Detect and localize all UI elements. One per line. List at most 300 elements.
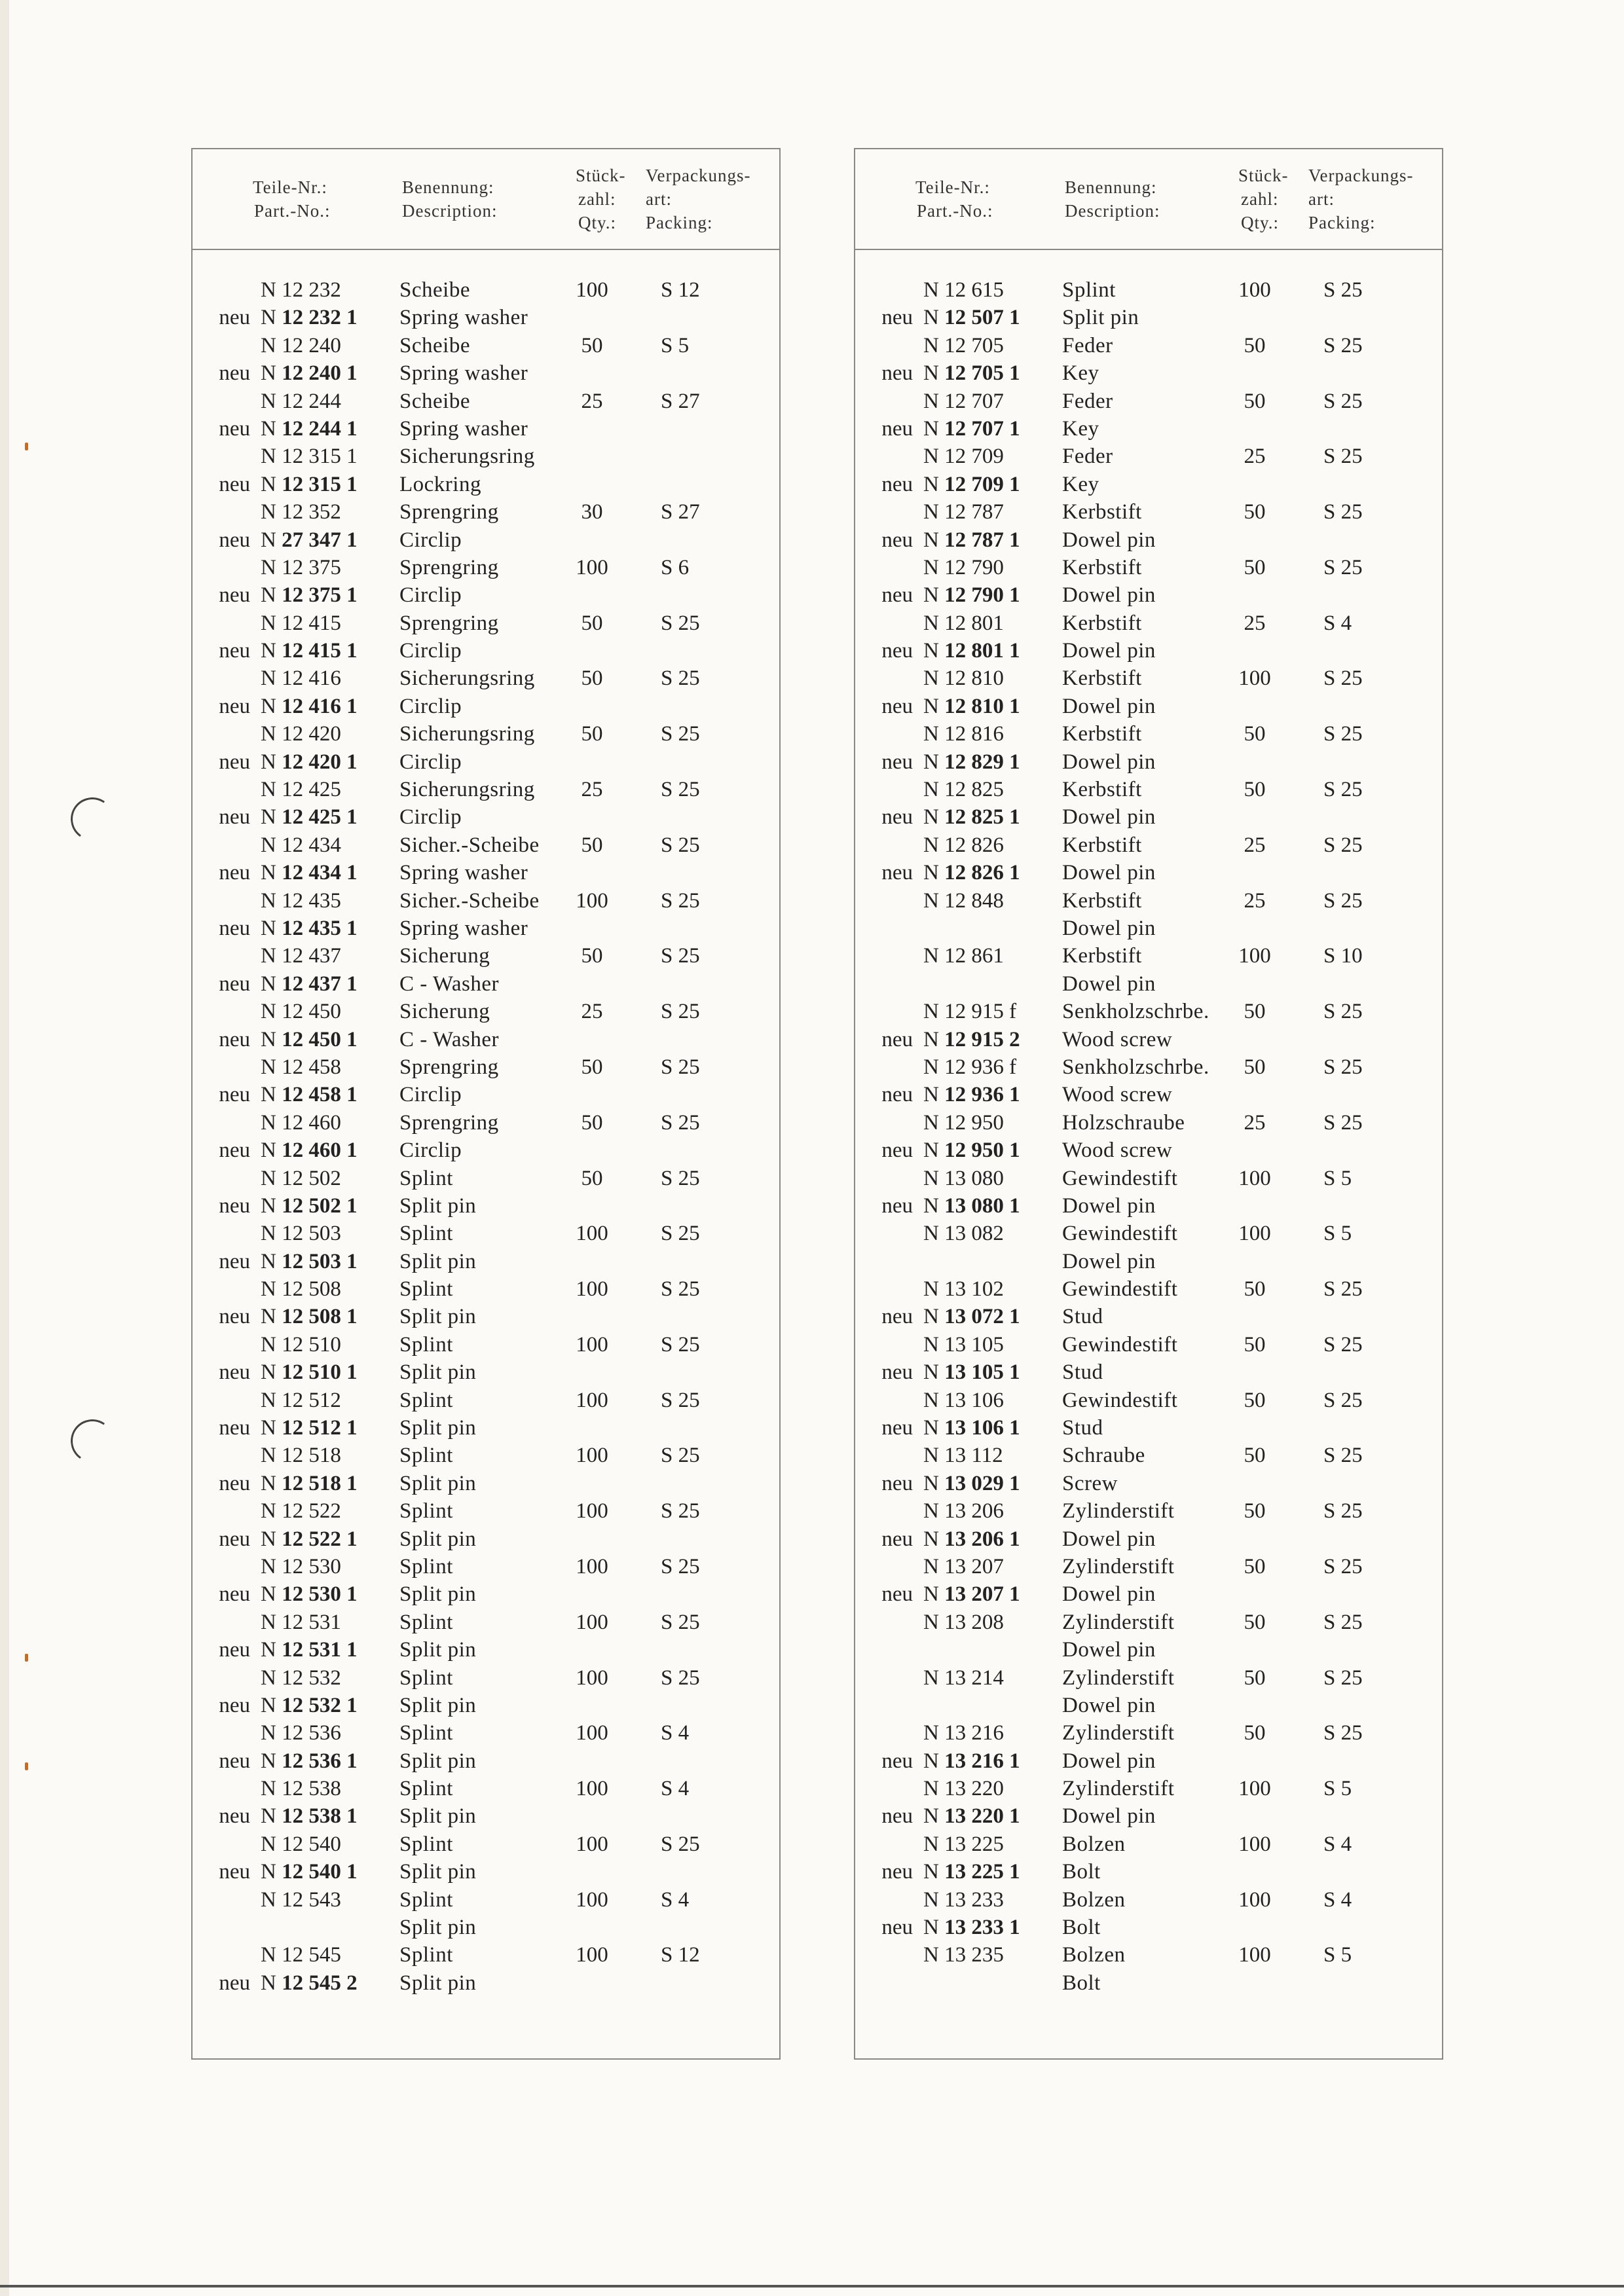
description: Splint xyxy=(399,1943,453,1967)
part-number xyxy=(261,887,341,915)
quantity: 100 xyxy=(576,1277,608,1302)
table-row xyxy=(193,1442,779,1469)
new-marker: neu xyxy=(219,750,250,774)
part-number-text: N xyxy=(261,916,282,940)
part-number-text: N xyxy=(923,1305,945,1329)
part-number-text: N 12 375 xyxy=(261,555,341,579)
packing: S 25 xyxy=(661,1166,700,1190)
part-number xyxy=(923,720,1004,748)
packing: S 25 xyxy=(661,611,700,635)
description: Split pin xyxy=(399,1749,477,1773)
new-marker: neu xyxy=(219,1582,250,1607)
quantity: 100 xyxy=(576,1832,608,1856)
part-number-text: N 12 460 xyxy=(261,1110,341,1135)
quantity: 100 xyxy=(576,1887,608,1912)
part-number-text: N 12 709 xyxy=(923,445,1004,469)
part-number xyxy=(261,1165,341,1192)
description: C - Washer xyxy=(399,1027,500,1051)
new-part-number: 12 375 1 xyxy=(282,583,358,608)
packing: S 4 xyxy=(1323,1832,1352,1856)
quantity: 25 xyxy=(1244,445,1266,469)
part-number xyxy=(923,1442,1003,1469)
description: Dowel pin xyxy=(1062,805,1156,829)
new-part-number: 12 915 2 xyxy=(944,1027,1020,1051)
description: Spring washer xyxy=(399,861,528,885)
part-number-text: N 12 508 xyxy=(261,1277,341,1302)
part-number xyxy=(261,859,358,886)
part-number xyxy=(261,1580,358,1608)
new-marker: neu xyxy=(219,1749,250,1773)
new-marker: neu xyxy=(881,639,913,663)
new-marker: neu xyxy=(881,1194,913,1218)
quantity: 50 xyxy=(581,611,603,635)
table-row xyxy=(193,1886,779,1914)
new-marker: neu xyxy=(881,1305,913,1329)
part-number-text: N 12 848 xyxy=(923,888,1004,913)
punch-hole xyxy=(67,1416,117,1466)
part-number-text: N 12 801 xyxy=(923,611,1004,635)
part-number-text: N 12 915 f xyxy=(923,1000,1017,1024)
table-row xyxy=(193,1525,779,1553)
description: Circlip xyxy=(399,583,462,608)
part-number-text: N xyxy=(923,1582,945,1607)
packing: S 25 xyxy=(1323,1610,1363,1634)
packing: S 25 xyxy=(1323,888,1363,913)
table-row xyxy=(193,1831,779,1858)
table-row xyxy=(193,498,779,526)
description: Key xyxy=(1062,472,1099,496)
new-part-number: 12 801 1 xyxy=(944,639,1020,663)
part-number xyxy=(261,1192,358,1220)
margin-mark xyxy=(25,443,28,450)
description: Stud xyxy=(1062,1305,1103,1329)
part-number-text: N 12 458 xyxy=(261,1055,341,1079)
description: Bolzen xyxy=(1062,1943,1126,1967)
new-part-number: 13 080 1 xyxy=(944,1194,1020,1218)
part-number-text: N xyxy=(261,1194,282,1218)
table-row xyxy=(855,1831,1442,1858)
packing: S 25 xyxy=(1323,445,1363,469)
part-number xyxy=(261,1775,341,1802)
table-row xyxy=(855,1553,1442,1580)
table-row xyxy=(193,665,779,692)
part-number-text: N 12 826 xyxy=(923,833,1004,857)
new-part-number: 12 415 1 xyxy=(282,639,358,663)
part-number-text: N 12 510 xyxy=(261,1332,341,1357)
part-number-text: N 12 244 xyxy=(261,389,341,413)
part-number xyxy=(923,803,1020,831)
punch-hole xyxy=(67,794,117,844)
packing: S 25 xyxy=(1323,500,1363,524)
new-part-number: 12 435 1 xyxy=(282,916,358,940)
part-number-text: N 12 416 xyxy=(261,666,341,691)
new-marker: neu xyxy=(881,472,913,496)
description: Stud xyxy=(1062,1360,1103,1385)
new-part-number: 12 512 1 xyxy=(282,1416,358,1440)
packing: S 6 xyxy=(661,555,690,579)
quantity: 100 xyxy=(1238,278,1271,302)
new-part-number: 13 105 1 xyxy=(944,1360,1020,1385)
quantity: 100 xyxy=(1238,1222,1271,1246)
part-number xyxy=(923,1525,1020,1553)
description: Dowel pin xyxy=(1062,1249,1156,1273)
part-number xyxy=(923,554,1004,581)
description: Sicherungsring xyxy=(399,445,535,469)
new-part-number: 12 437 1 xyxy=(282,972,358,996)
part-number xyxy=(261,1886,341,1914)
part-number xyxy=(261,415,358,443)
part-number-text: N xyxy=(261,1139,282,1163)
new-part-number: 12 522 1 xyxy=(282,1527,358,1551)
part-number xyxy=(923,831,1004,859)
description: Circlip xyxy=(399,639,462,663)
new-marker: neu xyxy=(881,694,913,718)
part-number-text: N xyxy=(923,306,945,330)
new-marker: neu xyxy=(881,528,913,552)
part-number-text: N 12 707 xyxy=(923,389,1004,413)
description: Dowel pin xyxy=(1062,1749,1156,1773)
new-part-number: 12 502 1 xyxy=(282,1194,358,1218)
part-number xyxy=(923,1553,1004,1580)
table-row xyxy=(193,1719,779,1747)
table-row xyxy=(855,998,1442,1025)
description: Kerbstift xyxy=(1062,666,1142,691)
part-number-text: N xyxy=(261,306,282,330)
description: Schraube xyxy=(1062,1444,1145,1468)
part-number xyxy=(923,443,1004,470)
table-row xyxy=(193,1248,779,1275)
description: Sicherung xyxy=(399,944,490,968)
description: Splint xyxy=(399,1887,453,1912)
part-number-text: N 13 214 xyxy=(923,1666,1004,1690)
description: Splint xyxy=(399,1721,453,1745)
new-marker: neu xyxy=(219,972,250,996)
part-number xyxy=(261,748,358,776)
part-number-text: N 12 232 xyxy=(261,278,341,302)
packing: S 25 xyxy=(1323,778,1363,802)
new-marker: neu xyxy=(881,1083,913,1107)
packing: S 5 xyxy=(1323,1166,1352,1190)
page-edge-shadow xyxy=(0,0,9,2296)
table-row xyxy=(855,610,1442,637)
table-row xyxy=(193,1081,779,1108)
description: Wood screw xyxy=(1062,1139,1173,1163)
new-marker: neu xyxy=(219,1305,250,1329)
table-row xyxy=(855,1053,1442,1081)
table-row xyxy=(193,1497,779,1525)
new-marker: neu xyxy=(881,1027,913,1051)
table-row xyxy=(193,720,779,748)
table-row xyxy=(855,665,1442,692)
part-number-text: N xyxy=(261,1804,282,1829)
part-number xyxy=(261,720,341,748)
packing: S 25 xyxy=(1323,389,1363,413)
new-marker: neu xyxy=(219,916,250,940)
table-row xyxy=(193,276,779,304)
new-part-number: 12 936 1 xyxy=(944,1083,1020,1107)
description: Split pin xyxy=(399,1416,477,1440)
new-part-number: 12 810 1 xyxy=(944,694,1020,718)
new-marker: neu xyxy=(219,1083,250,1107)
part-number-text: N xyxy=(923,1804,945,1829)
new-marker: neu xyxy=(881,361,913,386)
part-number xyxy=(261,915,358,942)
packing: S 25 xyxy=(661,1610,700,1634)
packing: S 25 xyxy=(661,1444,700,1468)
part-number xyxy=(261,1275,341,1303)
table-row xyxy=(855,1331,1442,1358)
packing: S 25 xyxy=(1323,1332,1363,1357)
part-number-text: N xyxy=(261,528,282,552)
quantity: 50 xyxy=(1244,1499,1266,1523)
quantity: 50 xyxy=(1244,500,1266,524)
new-marker: neu xyxy=(219,1527,250,1551)
new-part-number: 12 705 1 xyxy=(944,361,1020,386)
table-row xyxy=(855,1442,1442,1469)
new-part-number: 12 434 1 xyxy=(282,861,358,885)
table-row xyxy=(193,1026,779,1053)
part-number xyxy=(923,581,1020,609)
header-qty: Stück- zahl: Qty.: xyxy=(576,166,626,232)
quantity: 25 xyxy=(1244,888,1266,913)
table-row xyxy=(193,1802,779,1830)
part-number xyxy=(923,1497,1004,1525)
header-description: Benennung: Description: xyxy=(1065,177,1160,221)
parts-table-left xyxy=(191,148,781,2060)
new-part-number: 12 507 1 xyxy=(944,306,1020,330)
table-row xyxy=(855,776,1442,803)
table-row xyxy=(193,942,779,970)
quantity: 100 xyxy=(1238,1777,1271,1801)
part-number-text: N xyxy=(923,1916,945,1940)
part-number xyxy=(923,637,1020,665)
part-number xyxy=(923,942,1004,970)
packing: S 4 xyxy=(661,1777,690,1801)
part-number xyxy=(261,1414,358,1442)
new-marker: neu xyxy=(219,861,250,885)
table-row xyxy=(193,1664,779,1692)
part-number xyxy=(923,1220,1004,1247)
table-row xyxy=(855,1497,1442,1525)
new-part-number: 13 207 1 xyxy=(944,1582,1020,1607)
quantity: 50 xyxy=(1244,1000,1266,1024)
quantity: 50 xyxy=(1244,778,1266,802)
description: Kerbstift xyxy=(1062,888,1142,913)
part-number xyxy=(923,1358,1020,1386)
part-number xyxy=(261,1664,341,1692)
table-row xyxy=(855,471,1442,498)
table-header xyxy=(855,149,1442,250)
description: Zylinderstift xyxy=(1062,1610,1175,1634)
new-marker: neu xyxy=(881,1527,913,1551)
table-row xyxy=(855,1747,1442,1775)
table-row xyxy=(855,1137,1442,1164)
description: Sprengring xyxy=(399,1110,499,1135)
quantity: 50 xyxy=(581,833,603,857)
part-number-text: N xyxy=(261,1360,282,1385)
packing: S 25 xyxy=(661,722,700,746)
quantity: 50 xyxy=(581,666,603,691)
new-marker: neu xyxy=(219,1249,250,1273)
description: Sicherungsring xyxy=(399,722,535,746)
new-marker: neu xyxy=(881,1416,913,1440)
part-number-text: N xyxy=(923,416,945,441)
part-number-text: N 12 790 xyxy=(923,555,1004,579)
new-part-number: 12 829 1 xyxy=(944,750,1020,774)
table-row xyxy=(193,554,779,581)
quantity: 100 xyxy=(1238,1887,1271,1912)
new-part-number: 12 508 1 xyxy=(282,1305,358,1329)
table-row xyxy=(193,915,779,942)
new-part-number: 13 233 1 xyxy=(944,1916,1020,1940)
quantity: 100 xyxy=(1238,1166,1271,1190)
table-row xyxy=(193,1358,779,1386)
part-number xyxy=(261,1969,358,1997)
part-number xyxy=(923,1053,1016,1081)
quantity: 50 xyxy=(1244,1332,1266,1357)
description: Split pin xyxy=(399,1527,477,1551)
new-part-number: 12 510 1 xyxy=(282,1360,358,1385)
part-number-text: N xyxy=(261,583,282,608)
part-number xyxy=(261,942,341,970)
table-row xyxy=(193,1636,779,1664)
description: Circlip xyxy=(399,528,462,552)
new-part-number: 13 206 1 xyxy=(944,1527,1020,1551)
packing: S 25 xyxy=(661,1388,700,1412)
packing: S 12 xyxy=(661,1943,700,1967)
part-number xyxy=(261,1331,341,1358)
new-marker: neu xyxy=(881,1360,913,1385)
description: Split pin xyxy=(399,1360,477,1385)
quantity: 50 xyxy=(1244,1721,1266,1745)
part-number xyxy=(923,1387,1004,1414)
new-marker: neu xyxy=(881,583,913,608)
part-number-text: N xyxy=(261,1083,282,1107)
new-marker: neu xyxy=(219,416,250,441)
table-row xyxy=(193,443,779,470)
packing: S 25 xyxy=(661,1110,700,1135)
table-row xyxy=(855,1636,1442,1664)
description: Sprengring xyxy=(399,555,499,579)
part-number-text: N xyxy=(261,1749,282,1773)
table-row xyxy=(855,1802,1442,1830)
quantity: 100 xyxy=(576,1222,608,1246)
new-marker: neu xyxy=(881,306,913,330)
quantity: 100 xyxy=(1238,666,1271,691)
table-row xyxy=(855,1969,1442,1997)
table-row xyxy=(855,831,1442,859)
table-row xyxy=(855,1165,1442,1192)
table-row xyxy=(193,332,779,359)
part-number-text: N 13 206 xyxy=(923,1499,1004,1523)
part-number xyxy=(923,526,1020,554)
part-number xyxy=(261,1387,341,1414)
packing: S 25 xyxy=(661,888,700,913)
part-number-text: N 12 240 xyxy=(261,333,341,357)
margin-mark xyxy=(25,1762,28,1770)
packing: S 25 xyxy=(1323,1721,1363,1745)
part-number-text: N 12 315 1 xyxy=(261,445,358,469)
quantity: 100 xyxy=(576,1721,608,1745)
part-number xyxy=(923,332,1004,359)
part-number xyxy=(923,665,1004,692)
new-marker: neu xyxy=(219,1027,250,1051)
table-row xyxy=(193,388,779,415)
new-marker: neu xyxy=(219,1693,250,1717)
description: Dowel pin xyxy=(1062,1693,1156,1717)
description: Scheibe xyxy=(399,333,470,357)
quantity: 50 xyxy=(1244,722,1266,746)
packing: S 25 xyxy=(661,666,700,691)
table-row xyxy=(855,526,1442,554)
table-row xyxy=(193,1580,779,1608)
description: Gewindestift xyxy=(1062,1222,1178,1246)
quantity: 50 xyxy=(581,1110,603,1135)
description: Splint xyxy=(399,1332,453,1357)
part-number xyxy=(261,276,341,304)
description: Kerbstift xyxy=(1062,611,1142,635)
packing: S 25 xyxy=(1323,1666,1363,1690)
part-number-text: N xyxy=(261,1582,282,1607)
part-number xyxy=(923,1109,1004,1137)
description: Dowel pin xyxy=(1062,1582,1156,1607)
quantity: 100 xyxy=(576,1554,608,1578)
part-number xyxy=(261,1525,358,1553)
description: Split pin xyxy=(399,1971,477,1995)
part-number-text: N xyxy=(923,1416,945,1440)
table-row xyxy=(855,1692,1442,1719)
table-row xyxy=(855,887,1442,915)
description: Dowel pin xyxy=(1062,694,1156,718)
packing: S 25 xyxy=(1323,1000,1363,1024)
part-number xyxy=(261,388,341,415)
packing: S 5 xyxy=(1323,1777,1352,1801)
part-number xyxy=(923,1719,1004,1747)
description: Senkholzschrbe. xyxy=(1062,1000,1209,1024)
part-number xyxy=(923,887,1004,915)
table-row xyxy=(855,1525,1442,1553)
part-number-text: N 13 112 xyxy=(923,1444,1003,1468)
new-part-number: 12 460 1 xyxy=(282,1139,358,1163)
table-row xyxy=(855,554,1442,581)
description: Wood screw xyxy=(1062,1027,1173,1051)
part-number-text: N xyxy=(261,1027,282,1051)
part-number-text: N xyxy=(923,1083,945,1107)
quantity: 30 xyxy=(581,500,603,524)
table-body xyxy=(193,276,779,1997)
quantity: 50 xyxy=(1244,1444,1266,1468)
table-row xyxy=(193,304,779,331)
new-part-number: 12 458 1 xyxy=(282,1083,358,1107)
table-row xyxy=(855,1609,1442,1636)
description: Splint xyxy=(399,1166,453,1190)
description: Feder xyxy=(1062,389,1113,413)
new-part-number: 12 825 1 xyxy=(944,805,1020,829)
quantity: 50 xyxy=(581,1055,603,1079)
part-number-text: N 12 531 xyxy=(261,1610,341,1634)
description: Sicherung xyxy=(399,1000,490,1024)
part-number xyxy=(923,388,1004,415)
new-marker: neu xyxy=(219,528,250,552)
new-marker: neu xyxy=(219,361,250,386)
new-marker: neu xyxy=(881,861,913,885)
description: Dowel pin xyxy=(1062,639,1156,663)
new-marker: neu xyxy=(881,1139,913,1163)
part-number xyxy=(261,1747,358,1775)
packing: S 25 xyxy=(661,833,700,857)
description: Gewindestift xyxy=(1062,1277,1178,1302)
description: Splint xyxy=(399,1832,453,1856)
